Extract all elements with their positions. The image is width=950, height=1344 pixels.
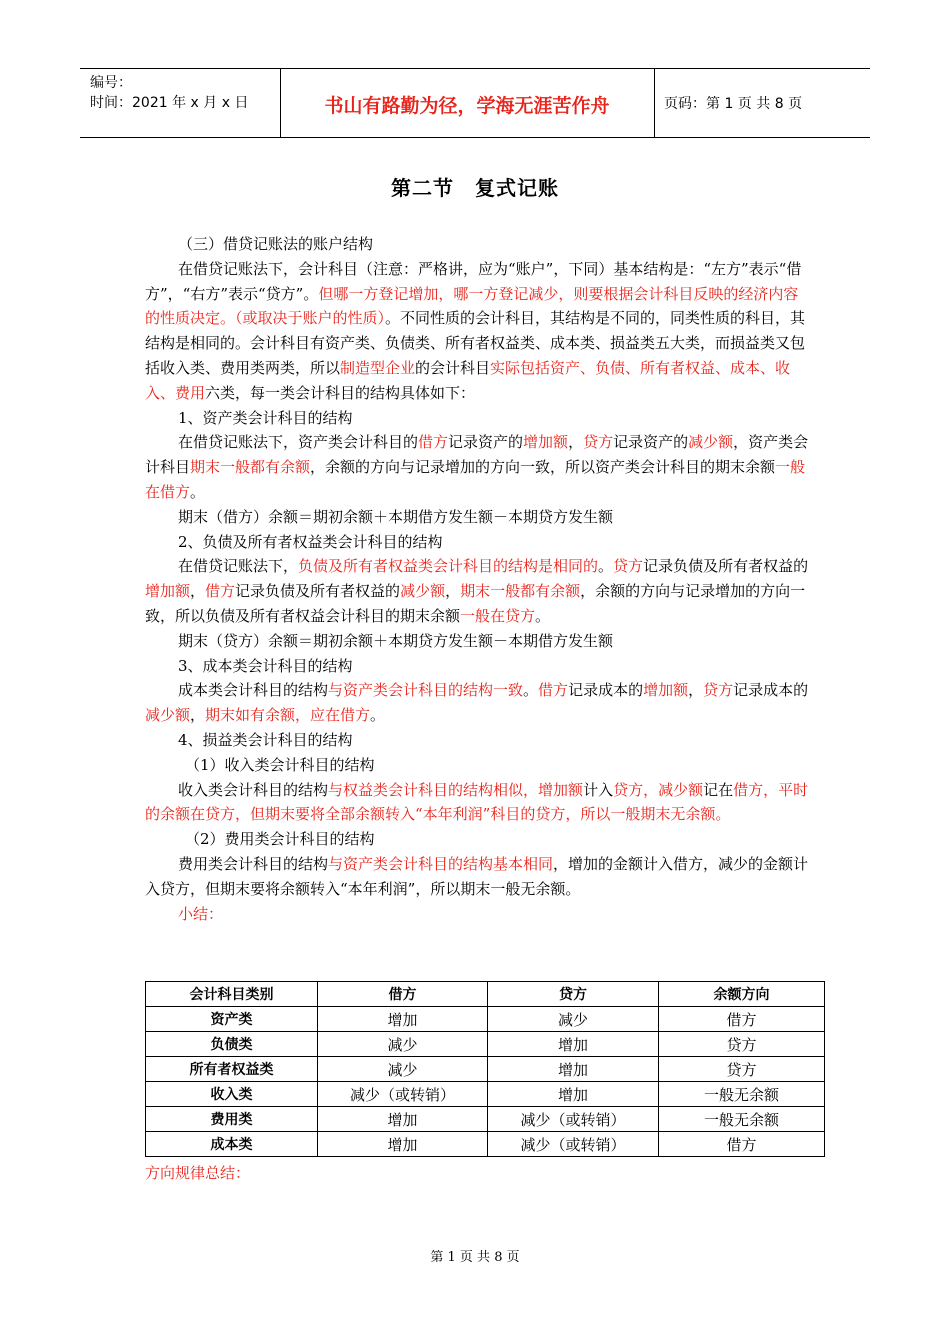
table-cell: 贷方 bbox=[659, 1032, 825, 1057]
header-page-info: 页码：第 1 页 共 8 页 bbox=[664, 96, 803, 112]
table-cell: 减少 bbox=[488, 1007, 659, 1032]
header-divider bbox=[654, 69, 655, 137]
expense-heading: （2）费用类会计科目的结构 bbox=[185, 830, 375, 849]
table-row bbox=[146, 1082, 825, 1107]
table-cell: 增加 bbox=[318, 1107, 488, 1132]
table-row bbox=[146, 1007, 825, 1032]
table-cell: 减少（或转销） bbox=[488, 1132, 659, 1157]
table-cell: 增加 bbox=[488, 1032, 659, 1057]
table-cell: 减少 bbox=[318, 1057, 488, 1082]
table-row bbox=[146, 1057, 825, 1082]
row-header: 收入类 bbox=[146, 1082, 318, 1107]
page-footer: 第 1 页 共 8 页 bbox=[430, 1250, 520, 1265]
asset-paragraph: 在借贷记账法下，资产类会计科目的借方记录资产的增加额，贷方记录资产的减少额，资产类会计科目期末一般都有余额，余额的方向与记录增加的方向一致，所以资产类会计科目的期末余额一般在借方。 bbox=[145, 433, 809, 501]
table-row bbox=[146, 1032, 825, 1057]
revenue-heading: （1）收入类会计科目的结构 bbox=[185, 755, 375, 774]
table-cell: 增加 bbox=[488, 1082, 659, 1107]
table-cell: 增加 bbox=[318, 1132, 488, 1157]
revenue-paragraph: 收入类会计科目的结构与权益类会计科目的结构相似，增加额计入贷方，减少额记在借方，平时的余额在贷方，但期末要将全部余额转入“本年利润”科目的贷方，所以一般期末无余额。 bbox=[145, 780, 809, 824]
table-cell: 增加 bbox=[318, 1007, 488, 1032]
liability-formula: 期末（贷方）余额＝期初余额＋本期贷方发生额－本期借方发生额 bbox=[178, 631, 614, 650]
table-cell: 增加 bbox=[488, 1057, 659, 1082]
direction-summary-label: 方向规律总结： bbox=[145, 1164, 251, 1182]
summary-label: 小结： bbox=[178, 904, 224, 923]
document-body bbox=[145, 232, 809, 926]
table-cell: 减少（或转销） bbox=[318, 1082, 488, 1107]
row-header: 成本类 bbox=[146, 1132, 318, 1157]
summary-table bbox=[145, 981, 825, 1157]
column-header: 余额方向 bbox=[659, 982, 825, 1007]
profit-loss-heading: 4、损益类会计科目的结构 bbox=[178, 730, 353, 749]
row-header: 所有者权益类 bbox=[146, 1057, 318, 1082]
page-header bbox=[80, 68, 870, 138]
row-header: 费用类 bbox=[146, 1107, 318, 1132]
section-title: 第二节 复式记账 bbox=[391, 176, 559, 200]
table-row bbox=[146, 1107, 825, 1132]
table-cell: 贷方 bbox=[659, 1057, 825, 1082]
row-header: 负债类 bbox=[146, 1032, 318, 1057]
row-header: 资产类 bbox=[146, 1007, 318, 1032]
intro-paragraph: 在借贷记账法下，会计科目（注意：严格讲，应为“账户”，下同）基本结构是：“左方”表示“借方”，“右方”表示“贷方”。但哪一方登记增加，哪一方登记减少，则要根据会计科目反映的经济内容的性质决定。（或取决于账户的性质）。不同性质的会计科目，其结构是不同的，同类性质的科目，其结构是相同的。会计科目有资产类、负债类、所有者权益类、成本类、损益类五大类，而损益类又包括收入类、费用类两类，所以制造型企业的会计科目实际包括资产、负债、所有者权益、成本、收入、费用六类，每一类会计科目的结构具体如下： bbox=[145, 259, 806, 402]
table-header-row bbox=[146, 982, 825, 1007]
liability-paragraph: 在借贷记账法下，负债及所有者权益类会计科目的结构是相同的。贷方记录负债及所有者权益的增加额，借方记录负债及所有者权益的减少额，期末一般都有余额，余额的方向与记录增加的方向一致，所以负债及所有者权益会计科目的期末余额一般在贷方。 bbox=[145, 557, 809, 625]
table-cell: 一般无余额 bbox=[659, 1107, 825, 1132]
column-header: 贷方 bbox=[488, 982, 659, 1007]
table-cell: 借方 bbox=[659, 1007, 825, 1032]
table-cell: 减少 bbox=[318, 1032, 488, 1057]
expense-paragraph: 费用类会计科目的结构与资产类会计科目的结构基本相同，增加的金额计入借方，减少的金额计入贷方，但期末要将余额转入“本年利润”，所以期末一般无余额。 bbox=[145, 854, 809, 898]
column-header: 会计科目类别 bbox=[146, 982, 318, 1007]
asset-heading: 1、资产类会计科目的结构 bbox=[178, 408, 353, 427]
liability-heading: 2、负债及所有者权益类会计科目的结构 bbox=[178, 532, 443, 551]
header-motto: 书山有路勤为径，学海无涯苦作舟 bbox=[324, 95, 610, 117]
table-row bbox=[146, 1132, 825, 1157]
header-meta bbox=[90, 73, 248, 113]
cost-heading: 3、成本类会计科目的结构 bbox=[178, 656, 353, 675]
doc-number-label: 编号： bbox=[90, 75, 132, 91]
table-cell: 减少（或转销） bbox=[488, 1107, 659, 1132]
cost-paragraph: 成本类会计科目的结构与资产类会计科目的结构一致。借方记录成本的增加额，贷方记录成本的减少额，期末如有余额，应在借方。 bbox=[145, 681, 809, 725]
asset-formula: 期末（借方）余额＝期初余额＋本期借方发生额－本期贷方发生额 bbox=[178, 507, 614, 526]
subsection-heading: （三）借贷记账法的账户结构 bbox=[178, 235, 374, 253]
table-cell: 一般无余额 bbox=[659, 1082, 825, 1107]
doc-date-label: 时间：2021 年 x 月 x 日 bbox=[90, 95, 249, 111]
column-header: 借方 bbox=[318, 982, 488, 1007]
table-cell: 借方 bbox=[659, 1132, 825, 1157]
